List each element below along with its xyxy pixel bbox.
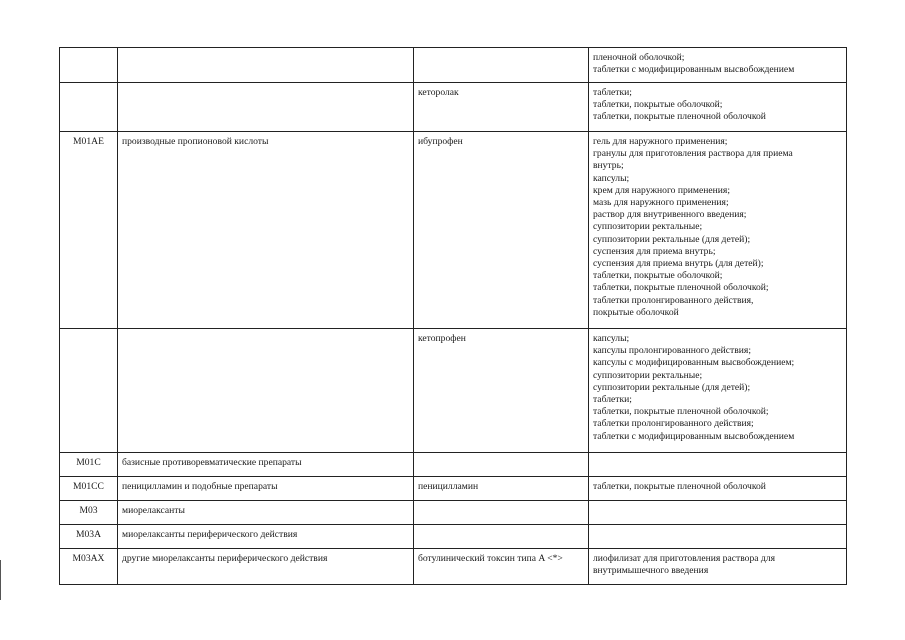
table-row: [60, 525, 847, 549]
dosage-form-line: крем для наружного применения;: [593, 184, 730, 196]
dosage-form-line: суспензия для приема внутрь;: [593, 245, 716, 257]
drug-name-cell: ботулинический токсин типа A <*>: [414, 549, 589, 585]
dosage-form-line: таблетки, покрытые пленочной оболочкой;: [593, 406, 769, 418]
drug-name-cell: пеницилламин: [414, 477, 589, 501]
dosage-forms-cell: [589, 48, 847, 83]
drug-list-table: [59, 47, 847, 585]
dosage-form-line: таблетки с модифицированным высвобождением: [593, 430, 795, 442]
drug-name-cell: ибупрофен: [414, 132, 589, 329]
dosage-form-line: капсулы;: [593, 172, 630, 184]
dosage-form-line: внутрь;: [593, 160, 624, 172]
group-name-cell: производные пропионовой кислоты: [118, 132, 414, 329]
table-row: [60, 48, 847, 83]
dosage-form-line: таблетки;: [593, 87, 632, 98]
group-name-cell: [118, 83, 414, 132]
group-name-cell: [118, 48, 414, 83]
scan-edge-mark: [0, 560, 1, 600]
dosage-forms-cell: [589, 83, 847, 132]
dosage-form-line: гранулы для приготовления раствора для приема: [593, 148, 793, 160]
dosage-form-line: таблетки, покрытые пленочной оболочкой: [593, 481, 766, 492]
dosage-form-line: капсулы пролонгированного действия;: [593, 345, 751, 357]
dosage-form-line: таблетки пролонгированного действия,: [593, 294, 754, 306]
dosage-form-line: таблетки пролонгированного действия;: [593, 418, 754, 430]
atc-code-cell: M03A: [60, 525, 118, 549]
dosage-form-line: таблетки;: [593, 394, 632, 406]
dosage-forms-cell: [589, 453, 847, 477]
dosage-form-line: гель для наружного применения;: [593, 136, 728, 147]
drug-name-cell: [414, 525, 589, 549]
dosage-form-line: покрытые оболочкой: [593, 306, 679, 318]
atc-code-cell: [60, 329, 118, 453]
dosage-form-line: пленочной оболочкой;: [593, 52, 685, 63]
dosage-form-line: мазь для наружного применения;: [593, 197, 729, 209]
dosage-form-line: таблетки, покрытые оболочкой;: [593, 270, 723, 282]
table-row: [60, 329, 847, 453]
atc-code-cell: M03AX: [60, 549, 118, 585]
table-row: [60, 83, 847, 132]
dosage-forms-cell: [589, 525, 847, 549]
drug-name-cell: кеторолак: [414, 83, 589, 132]
group-name-cell: базисные противоревматические препараты: [118, 453, 414, 477]
table-row: [60, 549, 847, 585]
drug-name-cell: кетопрофен: [414, 329, 589, 453]
dosage-form-line: раствор для внутривенного введения;: [593, 209, 747, 221]
dosage-form-line: лиофилизат для приготовления раствора для: [593, 553, 775, 564]
dosage-form-line: таблетки с модифицированным высвобождением: [593, 64, 795, 76]
drug-name-cell: [414, 501, 589, 525]
dosage-form-line: внутримышечного введения: [593, 565, 709, 577]
dosage-form-line: суппозитории ректальные (для детей);: [593, 381, 751, 393]
group-name-cell: миорелаксанты: [118, 501, 414, 525]
drug-name-cell: [414, 453, 589, 477]
group-name-cell: пеницилламин и подобные препараты: [118, 477, 414, 501]
table-row: [60, 501, 847, 525]
dosage-form-line: суппозитории ректальные;: [593, 369, 703, 381]
group-name-cell: другие миорелаксанты периферического действия: [118, 549, 414, 585]
dosage-form-line: суппозитории ректальные;: [593, 221, 703, 233]
dosage-forms-cell: [589, 549, 847, 585]
atc-code-cell: [60, 48, 118, 83]
dosage-forms-cell: [589, 132, 847, 329]
dosage-form-line: таблетки, покрытые пленочной оболочкой: [593, 111, 766, 123]
atc-code-cell: M01C: [60, 453, 118, 477]
dosage-form-line: таблетки, покрытые оболочкой;: [593, 99, 723, 111]
dosage-form-line: капсулы;: [593, 333, 630, 344]
table-body: [60, 48, 847, 585]
atc-code-cell: M03: [60, 501, 118, 525]
table-row: [60, 453, 847, 477]
atc-code-cell: [60, 83, 118, 132]
dosage-form-line: суппозитории ректальные (для детей);: [593, 233, 751, 245]
dosage-forms-cell: [589, 329, 847, 453]
drug-name-cell: [414, 48, 589, 83]
group-name-cell: [118, 329, 414, 453]
table-row: [60, 132, 847, 329]
table-row: [60, 477, 847, 501]
dosage-forms-cell: [589, 501, 847, 525]
atc-code-cell: M01CC: [60, 477, 118, 501]
dosage-form-line: суспензия для приема внутрь (для детей);: [593, 258, 764, 270]
dosage-form-line: капсулы с модифицированным высвобождением;: [593, 357, 795, 369]
dosage-form-line: таблетки, покрытые пленочной оболочкой;: [593, 282, 769, 294]
dosage-forms-cell: [589, 477, 847, 501]
atc-code-cell: M01AE: [60, 132, 118, 329]
group-name-cell: миорелаксанты периферического действия: [118, 525, 414, 549]
